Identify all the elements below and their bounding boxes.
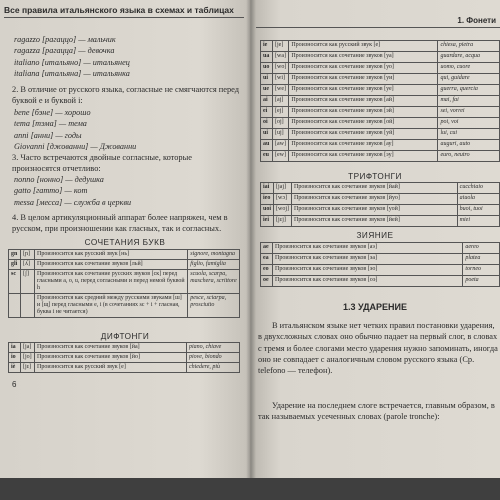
cell-letter: ei — [261, 107, 273, 118]
cell-description: Произносится как сочетание звуков [эу] — [289, 151, 438, 162]
cell-example: pesce, sciarpa, prosciutto — [188, 294, 240, 318]
cell-ipa: [ʎ] — [21, 260, 35, 270]
table-row — [261, 254, 500, 265]
cell-example: scuola, scarpa, maschera, scrittore — [188, 270, 240, 294]
cell-description: Произносится как сочетание звуков [уе] — [289, 85, 438, 96]
example-item: tema [тэма] — тема — [14, 119, 87, 129]
left-page — [0, 0, 250, 478]
table-row — [261, 107, 500, 118]
vocab-item: italiana [итальяна] — итальянка — [14, 68, 130, 78]
cell-letter: eu — [261, 151, 273, 162]
cell-description: Произносится как сочетание звуков [йей] — [292, 216, 458, 227]
cell-example: buoi, tuoi — [457, 205, 499, 216]
cell-ipa: [ew] — [273, 151, 289, 162]
cell-letter: iè — [9, 363, 21, 373]
cell-description: Произносится как сочетание звуков [йа] — [35, 343, 187, 353]
cell-example: guardare, acqua — [438, 52, 500, 63]
table-row — [9, 294, 240, 318]
cell-ipa: [uj] — [273, 129, 289, 140]
cell-description: Произносится как сочетание звуков [ай] — [289, 96, 438, 107]
cell-letter: sc — [9, 270, 21, 294]
table-row — [261, 140, 500, 151]
cell-ipa: [ej] — [273, 107, 289, 118]
cell-ipa: [jo] — [21, 353, 35, 363]
table-row — [9, 363, 240, 373]
cell-example: piove, biondo — [186, 353, 239, 363]
cell-example: guerra, quercia — [438, 85, 500, 96]
triphthongs-table — [260, 182, 500, 227]
cell-letter: ue — [261, 85, 273, 96]
cell-ipa: [ʃ] — [21, 270, 35, 294]
cell-example: figlio, famiglia — [188, 260, 240, 270]
section-heading-stress: 1.3 УДАРЕНИЕ — [342, 302, 408, 312]
cell-example: chiesa, pietra — [438, 41, 500, 52]
cell-letter: iei — [261, 216, 274, 227]
table-row — [261, 85, 500, 96]
examples-2 — [14, 107, 136, 152]
cell-description: Произносится как сочетание звуков [льй] — [35, 260, 188, 270]
cell-letter: gn — [9, 250, 21, 260]
cell-description: Произносится как сочетание звуков [уо] — [289, 63, 438, 74]
cell-description: Произносится как сочетание звуков [йай] — [292, 183, 458, 194]
cell-letter: gli — [9, 260, 21, 270]
cell-description: Произносится как русский звук [е] — [289, 41, 438, 52]
cell-description: Произносится как средний между русскими звуками [ш] и [щ] перед гласными e, i (в сочетаниях sc + i + гласная, буква i не читается) — [35, 294, 188, 318]
table-row — [261, 151, 500, 162]
diphthongs-table-continued — [260, 40, 500, 162]
table-row — [261, 52, 500, 63]
vocab-item: ragazza [рагацца] — девочка — [14, 46, 115, 56]
example-item: Giovanni [джованни] — Джованни — [14, 141, 137, 151]
cell-description: Произносится как сочетание звуков [уй] — [289, 129, 438, 140]
cell-example: qui, guidare — [438, 74, 500, 85]
example-item: anni [анни] — годы — [14, 130, 82, 140]
table-row — [9, 260, 240, 270]
cell-example: uomo, cuore — [438, 63, 500, 74]
example-item: bene [бэне] — хорошо — [14, 108, 91, 117]
cell-description: Произносится как сочетание звуков [эа] — [273, 254, 463, 265]
cell-example: poi, voi — [438, 118, 500, 129]
cell-letter: ai — [261, 96, 273, 107]
stress-paragraph-1: В итальянском языке нет четких правил постановки ударения, в двухсложных словах оно обычно падает на первый слог, в словах с тремя и более слогами место ударения нужно запоминать, иногда оно не совпадает с аналогичным словом русского языка (Ср. telefono — телефон). — [258, 321, 498, 376]
cell-description: Произносится как сочетание звуков [уой] — [292, 205, 458, 216]
cell-ipa: [oj] — [273, 118, 289, 129]
letters-table-title: СОЧЕТАНИЯ БУКВ — [84, 238, 166, 247]
cell-letter: ieo — [261, 194, 274, 205]
cell-ipa: [woj] — [274, 205, 292, 216]
cell-example: aereo — [463, 243, 500, 254]
cell-description: Произносится как сочетание звуков [йуо] — [292, 194, 458, 205]
table-row — [9, 343, 240, 353]
cell-letter — [9, 294, 21, 318]
cell-ipa: [aw] — [273, 140, 289, 151]
cell-example: torneo — [463, 265, 500, 276]
cell-description: Произносится как сочетание звуков [уа] — [289, 52, 438, 63]
cell-description: Произносится как сочетание звуков [эй] — [289, 107, 438, 118]
book-spine — [246, 0, 256, 478]
example-item: messa [месса] — служба в церкви — [14, 197, 132, 207]
table-row — [261, 243, 500, 254]
cell-ipa: [we] — [273, 85, 289, 96]
table-row — [261, 118, 500, 129]
cell-ipa: [je] — [273, 41, 289, 52]
table-row — [261, 183, 500, 194]
cell-description: Произносится как сочетание звуков [эо] — [273, 265, 463, 276]
cell-ipa — [21, 294, 35, 318]
cell-letter: oe — [261, 276, 273, 287]
cell-example: chiedere, più — [186, 363, 239, 373]
cell-example: piano, chiave — [186, 343, 239, 353]
diphthongs-title: ДИФТОНГИ — [100, 332, 150, 341]
cell-description: Произносится как сочетание звуков [оэ] — [273, 276, 463, 287]
cell-letter: ie — [261, 41, 273, 52]
page-number: 6 — [12, 380, 17, 389]
table-row — [9, 250, 240, 260]
cell-ipa: [wi] — [273, 74, 289, 85]
cell-example: euro, neutro — [438, 151, 500, 162]
cell-description: Произносится как сочетание русских звуков [ск] перед гласными a, o, u, перед согласными и перед немой буквой h — [35, 270, 188, 294]
examples-3 — [14, 174, 131, 208]
triphthongs-title: ТРИФТОНГИ — [348, 172, 402, 181]
table-row — [261, 276, 500, 287]
diphthongs-table — [8, 342, 240, 373]
table-row — [261, 41, 500, 52]
cell-example: auguri, auto — [438, 140, 500, 151]
cell-ipa: [jɛ] — [21, 363, 35, 373]
cell-example: sei, vorrei — [438, 107, 500, 118]
vocab-item: italiano [итальяно] — итальянец — [14, 57, 130, 67]
rule-paragraph-2: 2. В отличие от русского языка, согласные не смягчаются перед буквой e и буквой i: — [12, 85, 240, 106]
cell-example: mai, fai — [438, 96, 500, 107]
cell-ipa: [aj] — [273, 96, 289, 107]
cell-example: poeta — [463, 276, 500, 287]
table-row — [261, 216, 500, 227]
table-row — [261, 265, 500, 276]
cell-example: aiuola — [457, 194, 499, 205]
cell-letter: ui — [261, 129, 273, 140]
cell-description: Произносится как сочетание звуков [ау] — [289, 140, 438, 151]
table-row — [261, 96, 500, 107]
example-item: nonno [нонно] — дедушка — [14, 175, 104, 184]
table-row — [261, 63, 500, 74]
cell-description: Произносится как сочетание звуков [йо] — [35, 353, 187, 363]
table-surface — [0, 478, 500, 500]
header-divider — [256, 27, 500, 28]
cell-example: miei — [457, 216, 499, 227]
stress-paragraph-2: Ударение на последнем слоге встречается, главным образом, в так называемых усеченных словах (parole tronche): — [258, 401, 495, 422]
cell-letter: eo — [261, 265, 273, 276]
cell-ipa: [wo] — [273, 63, 289, 74]
rule-paragraph-3: 3. Часто встречаются двойные согласные, которые произносятся отчетливо: — [12, 153, 192, 174]
table-row — [261, 74, 500, 85]
cell-ipa: [ɲ] — [21, 250, 35, 260]
cell-ipa: [jɛj] — [274, 216, 292, 227]
cell-description: Произносится как русский звук [е] — [35, 363, 187, 373]
table-row — [9, 270, 240, 294]
cell-description: Произносится как сочетание звуков [уи] — [289, 74, 438, 85]
cell-letter: au — [261, 140, 273, 151]
cell-letter: ea — [261, 254, 273, 265]
letters-table — [8, 249, 240, 318]
vocab-item: ragazzo [рагаццо] — мальчик — [14, 35, 116, 44]
cell-example: lui, cui — [438, 129, 500, 140]
table-row — [261, 194, 500, 205]
cell-ipa: [wa] — [273, 52, 289, 63]
hiatus-table — [260, 242, 500, 287]
rule-paragraph-4: 4. В целом артикуляционный аппарат более напряжен, чем в русском, при произношении как гласных, так и согласных. — [12, 213, 228, 234]
table-row — [261, 205, 500, 216]
cell-letter: iai — [261, 183, 274, 194]
table-row — [9, 353, 240, 363]
cell-ipa: [jaj] — [274, 183, 292, 194]
cell-example: cucchiaio — [457, 183, 499, 194]
cell-letter: uoi — [261, 205, 274, 216]
cell-letter: oi — [261, 118, 273, 129]
example-item: gatto [гатто] — кот — [14, 186, 88, 196]
cell-description: Произносится как русский звук [нь] — [35, 250, 188, 260]
cell-letter: io — [9, 353, 21, 363]
right-header-title: 1. Фонети — [457, 16, 496, 25]
hiatus-title: ЗИЯНИЕ — [356, 231, 394, 240]
right-page — [250, 0, 500, 478]
cell-description: Произносится как сочетание звуков [ой] — [289, 118, 438, 129]
table-row — [261, 129, 500, 140]
cell-letter: uo — [261, 63, 273, 74]
cell-ipa: [wɔ] — [274, 194, 292, 205]
cell-letter: ia — [9, 343, 21, 353]
cell-ipa: [ja] — [21, 343, 35, 353]
vocab-list — [14, 34, 130, 79]
cell-letter: ae — [261, 243, 273, 254]
cell-letter: ua — [261, 52, 273, 63]
left-header-title: Все правила итальянского языка в схемах и таблицах — [4, 4, 244, 18]
cell-example: signore, montagna — [188, 250, 240, 260]
cell-description: Произносится как сочетание звуков [аэ] — [273, 243, 463, 254]
cell-letter: ui — [261, 74, 273, 85]
cell-example: platea — [463, 254, 500, 265]
